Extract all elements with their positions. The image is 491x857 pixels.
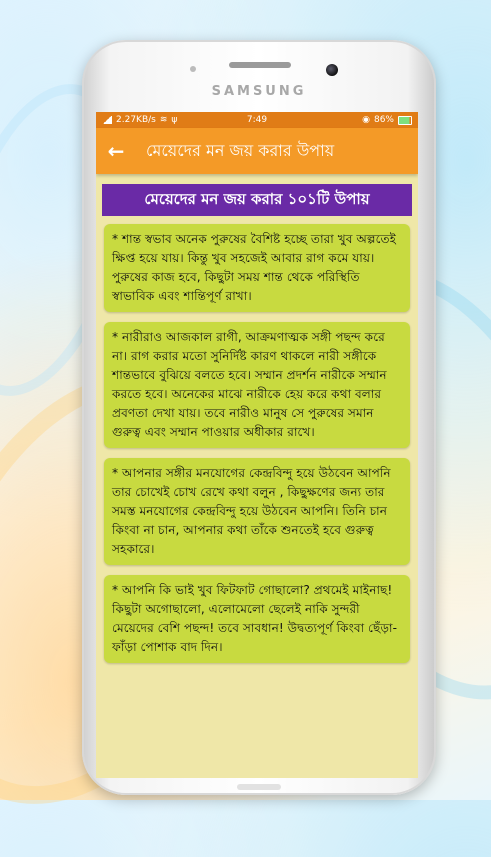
phone-frame [82,40,436,795]
battery-percent: 86% [373,115,394,125]
tips-list[interactable] [96,216,418,663]
app-bar [96,128,418,174]
page-title: মেয়েদের মন জয় করার উপায় [146,140,335,160]
usb-icon: ψ [171,115,178,125]
list-item[interactable]: * নারীরাও আজকাল রাগী, আক্রমণাত্মক সঙ্গী পছন্দ করে না। রাগ করার মতো সুনির্দিষ্ট কারণ থাকলে নারী সঙ্গীকে শান্তভাবে বুঝিয়ে বলতে হবে। সম্মান প্রদর্শন নারীকে সম্মান করতে হবে। অনেকের মাঝে নারীকে হেয় করে কথা বলার প্রবণতা দেখা যায়। তবে নারীও মানুষ সে পুরুষের সমান গুরুত্ব এবং সম্মান পাওয়ার অধীকার রাখে। [104,322,410,448]
wifi-icon: ≋ [159,115,168,125]
app-screen [96,112,418,778]
eye-icon: ◉ [362,115,370,125]
signal-icon [102,116,112,124]
list-item[interactable]: * আপনার সঙ্গীর মনযোগের কেন্দ্রবিন্দু হয়ে উঠবেন আপনি তার চোখেই চোখ রেখে কথা বলুন , কিছুক্ষণের জন্য তার সমস্ত মনযোগের কেন্দ্রবিন্দু হয়ে উঠবেন আপনি। তিনি চান কিংবা না চান, আপনার কথা তাঁকে শুনতেই হবে গুরুত্ব সহকারে। [104,458,410,565]
list-header-banner: মেয়েদের মন জয় করার ১০১টি উপায় [102,184,412,216]
network-speed: 2.27KB/s [116,115,156,125]
list-item[interactable]: * আপনি কি ভাই খুব ফিটফাট গোছালো? প্রথমেই মাইনাছ! কিছুটা অগোছালো, এলোমেলো ছেলেই নাকি সুন্দরী মেয়েদের বেশি পছন্দ! তবে সাবধান! উদ্বত্যপূর্ণ কিংবা ছেঁড়া-ফাঁড়া পোশাক বাদ দিন। [104,575,410,663]
front-camera [326,64,338,76]
home-button[interactable] [237,784,281,790]
status-time: 7:49 [246,115,268,125]
status-bar [96,112,418,128]
phone-speaker [229,62,291,68]
arrow-left-icon[interactable]: ← [107,139,125,163]
phone-brand-label: SAMSUNG [211,84,307,99]
battery-icon [398,116,412,125]
phone-sensor [190,66,196,72]
list-item[interactable]: * শান্ত স্বভাব অনেক পুরুষের বৈশিষ্ট হচ্ছে তারা খুব অল্পতেই ক্ষিপ্ত হয়ে যায়। কিন্তু খুব সহজেই আবার রাগ কমে যায়। পুরুষের কাজ হবে, কিছুটা সময় শান্ত থেকে পরিস্থিতি স্বাভাবিক এবং শান্তিপূর্ণ রাখা। [104,224,410,312]
